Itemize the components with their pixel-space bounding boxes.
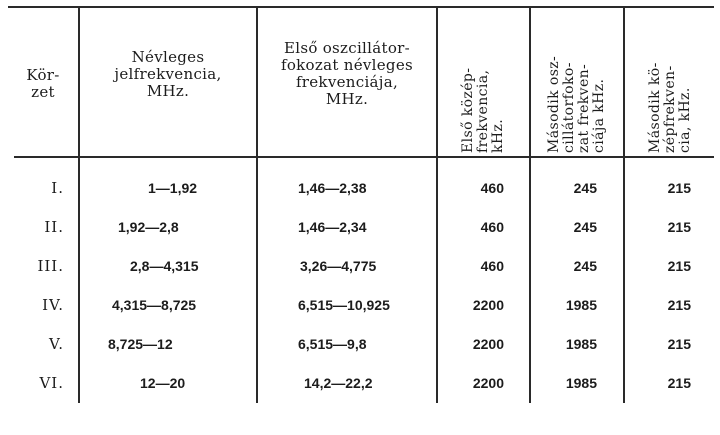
cell-masodik-oszcillator: 1985 — [565, 336, 597, 352]
cell-masodik-oszcillator: 1985 — [565, 297, 597, 313]
header-nevleges-label: Névleges jelfrekvencia, MHz. — [114, 47, 222, 100]
cell-masodik-kozep: 215 — [667, 180, 691, 196]
cell-korzet: VI. — [39, 374, 64, 392]
header-masodik-oszcillator-label: Második osz- cillátorfoko- zat frekven- ciája kHz. — [546, 55, 607, 153]
header-korzet-label: Kör- zet — [26, 66, 60, 101]
header-bottom-rule — [14, 156, 714, 158]
cell-masodik-kozep: 215 — [667, 297, 691, 313]
header-masodik-kozep-label: Második kö- zépfrekven- cia, kHz. — [646, 62, 693, 153]
cell-korzet: V. — [49, 335, 64, 353]
cell-nevleges: 1,92—2,8 — [118, 219, 179, 235]
cell-masodik-oszcillator: 1985 — [565, 375, 597, 391]
cell-masodik-oszcillator: 245 — [573, 258, 597, 274]
cell-nevleges: 2,8—4,315 — [130, 258, 199, 274]
header-korzet — [8, 10, 78, 158]
cell-korzet: I. — [51, 179, 64, 197]
header-masodik-oszcillator — [531, 12, 623, 156]
cell-elso-oszcillator: 1,46—2,34 — [298, 219, 367, 235]
cell-elso-oszcillator: 6,515—10,925 — [298, 297, 390, 313]
cell-elso-kozep: 460 — [480, 258, 504, 274]
header-masodik-kozep — [625, 12, 715, 156]
cell-korzet: III. — [37, 257, 64, 275]
header-nevleges — [80, 0, 256, 148]
cell-elso-oszcillator: 6,515—9,8 — [298, 336, 367, 352]
cell-masodik-kozep: 215 — [667, 336, 691, 352]
cell-elso-oszcillator: 14,2—22,2 — [304, 375, 373, 391]
cell-masodik-kozep: 215 — [667, 219, 691, 235]
header-elso-oszcillator — [258, 0, 436, 148]
cell-nevleges: 8,725—12 — [108, 336, 173, 352]
cell-elso-kozep: 2200 — [472, 297, 504, 313]
cell-elso-kozep: 2200 — [472, 336, 504, 352]
header-elso-kozep — [438, 12, 529, 156]
cell-nevleges: 1—1,92 — [148, 180, 198, 196]
cell-nevleges: 4,315—8,725 — [112, 297, 197, 313]
cell-masodik-kozep: 215 — [667, 258, 691, 274]
header-elso-oszcillator-label: Első oszcillátor- fokozat névleges frekvenciája, MHz. — [280, 39, 413, 108]
cell-elso-oszcillator: 3,26—4,775 — [300, 258, 377, 274]
cell-masodik-kozep: 215 — [667, 375, 691, 391]
cell-masodik-oszcillator: 245 — [573, 180, 597, 196]
cell-elso-kozep: 2200 — [472, 375, 504, 391]
cell-elso-oszcillator: 1,46—2,38 — [298, 180, 367, 196]
cell-masodik-oszcillator: 245 — [573, 219, 597, 235]
cell-elso-kozep: 460 — [480, 180, 504, 196]
cell-elso-kozep: 460 — [480, 219, 504, 235]
cell-korzet: IV. — [42, 296, 64, 314]
cell-korzet: II. — [44, 218, 64, 236]
header-elso-kozep-label: Első közép- frekvencia, kHz. — [460, 67, 506, 153]
cell-nevleges: 12—20 — [140, 375, 186, 391]
